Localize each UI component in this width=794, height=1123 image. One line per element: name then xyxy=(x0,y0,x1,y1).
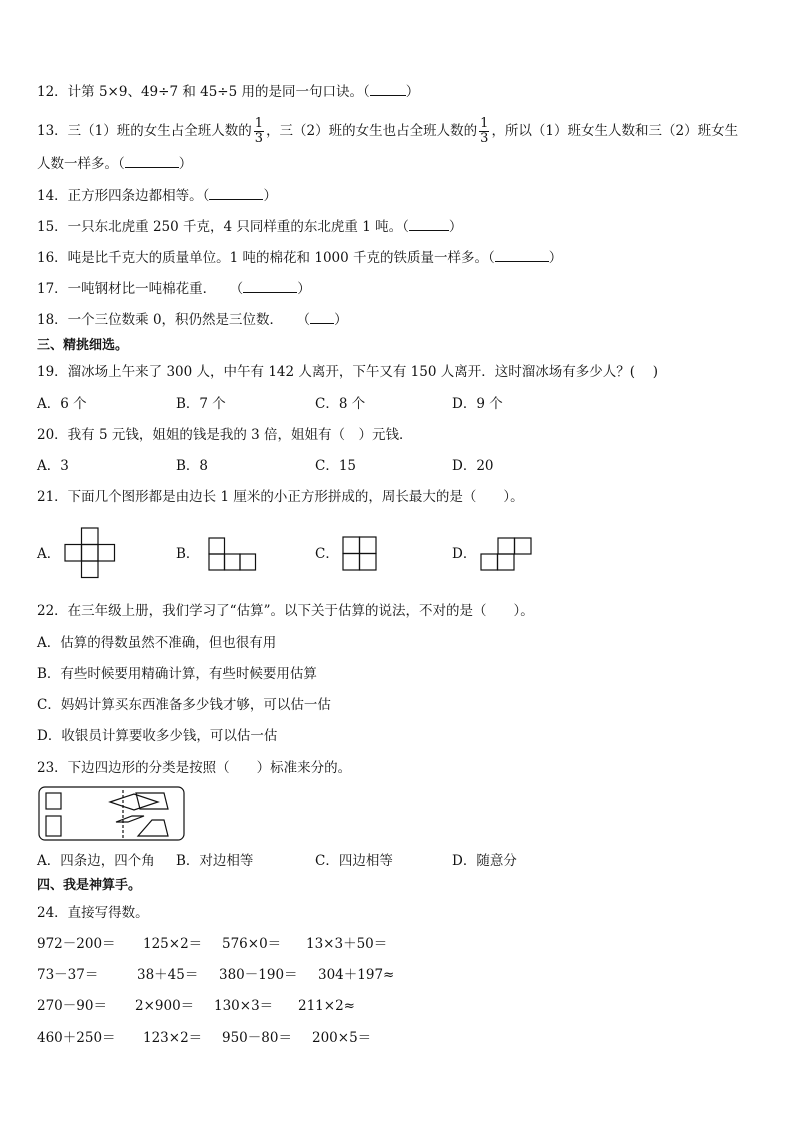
calc-item: 130×3＝ xyxy=(214,998,274,1014)
question-13-part-b: ，三（2）班的女生也占全班人数的 xyxy=(266,123,478,139)
question-14 xyxy=(37,186,277,206)
question-12 xyxy=(37,82,419,102)
calc-item: 380－190＝ xyxy=(219,967,298,983)
calc-item: 125×2＝ xyxy=(143,936,203,952)
question-13-part-a: 13．三（1）班的女生占全班人数的 xyxy=(37,123,252,139)
answer-blank[interactable] xyxy=(495,248,549,262)
calc-item: 576×0＝ xyxy=(222,936,282,952)
question-15 xyxy=(37,217,462,237)
option-d[interactable]: D． xyxy=(452,546,477,562)
answer-blank[interactable] xyxy=(209,186,263,200)
question-21: 21．下面几个图形都是由边长 1 厘米的小正方形拼成的，周长最大的是（ ）。 xyxy=(37,489,524,505)
fraction-numerator: 1 xyxy=(254,116,264,131)
question-17-text: 17．一吨钢材比一吨棉花重． （ xyxy=(37,281,244,297)
paren-close: ） xyxy=(263,188,277,204)
paren-close: ） xyxy=(334,312,348,328)
option-c[interactable]: C．15 xyxy=(315,458,357,474)
answer-blank[interactable] xyxy=(310,310,334,324)
question-20: 20．我有 5 元钱，姐姐的钱是我的 3 倍，姐姐有（ ）元钱． xyxy=(37,427,413,443)
option-b[interactable]: B．有些时候要用精确计算，有些时候要用估算 xyxy=(37,666,317,682)
calc-item: 38＋45＝ xyxy=(137,967,199,983)
answer-blank[interactable] xyxy=(370,82,406,96)
shape-b-figure xyxy=(208,537,258,573)
question-13-line2-text: 人数一样多。（ xyxy=(37,156,125,172)
fraction-denominator: 3 xyxy=(480,131,489,146)
calc-item: 304＋197≈ xyxy=(318,967,395,983)
paren-close: ） xyxy=(448,219,463,235)
calc-item: 73－37＝ xyxy=(37,967,99,983)
option-b[interactable]: B．7 个 xyxy=(176,396,226,412)
question-13-line2 xyxy=(37,154,192,174)
option-b[interactable]: B．对边相等 xyxy=(176,853,254,869)
option-a[interactable]: A．3 xyxy=(37,458,69,474)
question-22: 22．在三年级上册，我们学习了“估算”。以下关于估算的说法，不对的是（ ）。 xyxy=(37,603,534,619)
section-heading: 三、精挑细选。 xyxy=(37,338,129,353)
calc-item: 200×5＝ xyxy=(312,1030,372,1046)
question-18-text: 18．一个三位数乘 0，积仍然是三位数． （ xyxy=(37,312,311,328)
question-14-text: 14．正方形四条边都相等。（ xyxy=(37,188,210,204)
option-c[interactable]: C．8 个 xyxy=(315,396,366,412)
calc-item: 2×900＝ xyxy=(135,998,195,1014)
fraction-one-third xyxy=(479,117,489,146)
question-16-text: 16．吨是比千克大的质量单位。1 吨的棉花和 1000 千克的铁质量一样多。（ xyxy=(37,250,495,266)
quadrilateral-classification-figure xyxy=(38,786,186,842)
calc-item: 123×2＝ xyxy=(143,1030,203,1046)
option-a[interactable]: A．四条边，四个角 xyxy=(37,853,155,869)
question-12-text: 12．计第 5×9、49÷7 和 45÷5 用的是同一句口诀。（ xyxy=(37,84,370,100)
fraction-numerator: 1 xyxy=(480,116,489,131)
question-13 xyxy=(37,114,738,148)
calc-item: 211×2≈ xyxy=(298,998,355,1014)
calc-item: 950－80＝ xyxy=(222,1030,292,1046)
question-15-text: 15．一只东北虎重 250 千克，4 只同样重的东北虎重 1 吨。（ xyxy=(37,219,409,235)
section-heading: 四、我是神算手。 xyxy=(37,878,142,893)
option-c[interactable]: C． xyxy=(315,546,339,562)
calc-item: 460＋250＝ xyxy=(37,1030,116,1046)
shape-c-figure xyxy=(342,536,378,572)
option-d[interactable]: D．20 xyxy=(452,458,494,474)
question-16 xyxy=(37,248,562,268)
calc-item: 270－90＝ xyxy=(37,998,107,1014)
option-a[interactable]: A．6 个 xyxy=(37,396,87,412)
option-d[interactable]: D．9 个 xyxy=(452,396,503,412)
question-19: 19．溜冰场上午来了 300 人，中午有 142 人离开，下午又有 150 人离开．这时溜冰场有多少人？( ) xyxy=(37,364,659,380)
calc-item: 13×3＋50＝ xyxy=(306,936,388,952)
question-13-part-c: ，所以（1）班女生人数和三（2）班女生 xyxy=(491,123,739,139)
fraction-one-third xyxy=(254,117,264,146)
question-17 xyxy=(37,279,311,299)
option-c[interactable]: C．妈妈计算买东西准备多少钱才够，可以估一估 xyxy=(37,697,331,713)
answer-blank[interactable] xyxy=(243,279,297,293)
question-23: 23．下边四边形的分类是按照（ ）标准来分的。 xyxy=(37,760,352,776)
paren-close: ） xyxy=(178,156,193,172)
answer-blank[interactable] xyxy=(409,217,449,231)
calc-item: 972－200＝ xyxy=(37,936,116,952)
paren-close: ） xyxy=(405,84,420,100)
paren-close: ） xyxy=(297,281,311,297)
shape-a-figure xyxy=(64,527,118,581)
paren-close: ） xyxy=(548,250,563,266)
option-d[interactable]: D．收银员计算要收多少钱，可以估一估 xyxy=(37,728,278,744)
question-18 xyxy=(37,310,348,330)
option-d[interactable]: D．随意分 xyxy=(452,853,517,869)
option-b[interactable]: B． xyxy=(176,546,200,562)
option-a[interactable]: A． xyxy=(37,546,61,562)
shape-d-figure xyxy=(480,537,534,573)
fraction-denominator: 3 xyxy=(254,131,264,146)
answer-blank[interactable] xyxy=(125,154,179,168)
option-b[interactable]: B．8 xyxy=(176,458,209,474)
option-c[interactable]: C．四边相等 xyxy=(315,853,393,869)
question-24: 24．直接写得数。 xyxy=(37,905,149,921)
option-a[interactable]: A．估算的得数虽然不准确，但也很有用 xyxy=(37,635,277,651)
